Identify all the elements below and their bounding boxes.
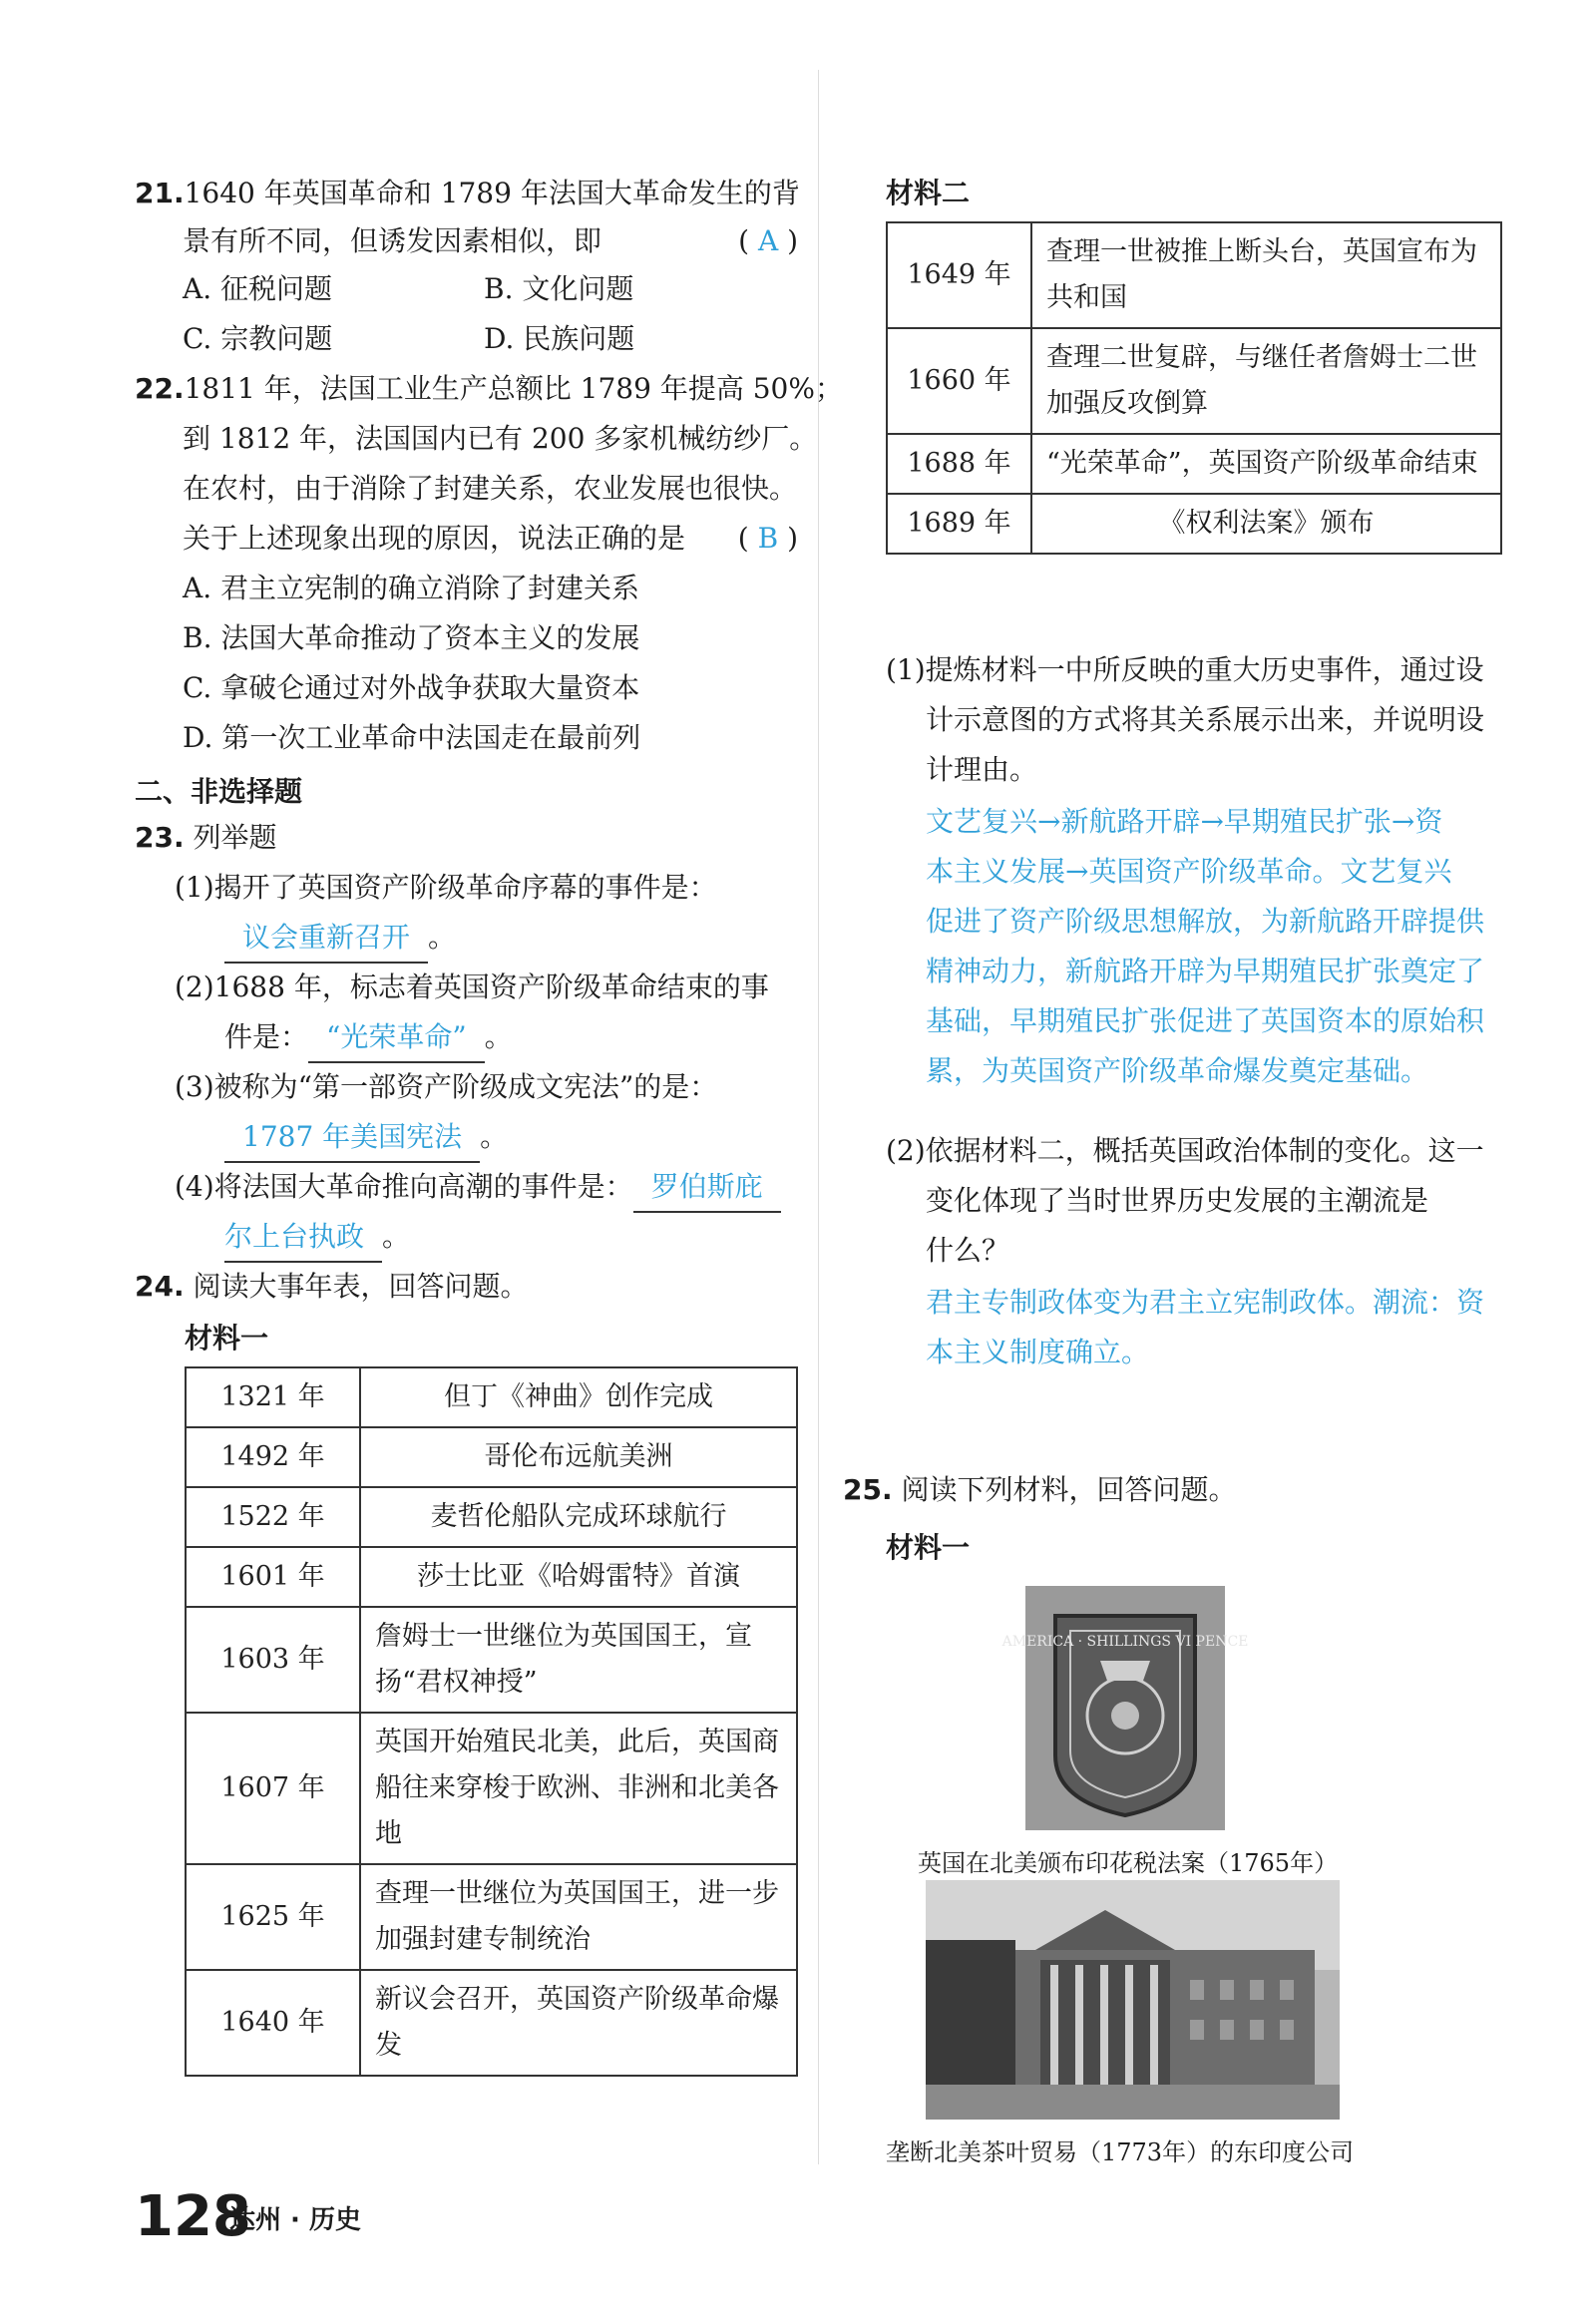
answer-line: 文艺复兴→新航路开辟→早期殖民扩张→资 bbox=[926, 805, 1443, 838]
table-row bbox=[887, 434, 1501, 494]
q24-material1-label: 材料一 bbox=[185, 1322, 269, 1355]
q23-answer2: 件是： “光荣革命” 。 bbox=[224, 1013, 513, 1063]
q23-answer4: 尔上台执政 。 bbox=[224, 1213, 410, 1263]
q22-option-b: B. 法国大革命推动了资本主义的发展 bbox=[183, 621, 640, 654]
year-cell: 1607 年 bbox=[186, 1713, 360, 1864]
event-cell: 詹姆士一世继位为英国国王，宣扬“君权神授” bbox=[360, 1607, 797, 1713]
event-cell: 但丁《神曲》创作完成 bbox=[360, 1367, 797, 1427]
table-row bbox=[887, 328, 1501, 434]
table-row bbox=[186, 1864, 797, 1970]
answer-line: 君主专制政体变为君主立宪制政体。潮流：资 bbox=[926, 1286, 1485, 1319]
event-cell: 英国开始殖民北美，此后，英国商船往来穿梭于欧洲、非洲和北美各地 bbox=[360, 1713, 797, 1864]
page-number: 128 bbox=[135, 2184, 251, 2249]
table-row bbox=[186, 1547, 797, 1607]
event-cell: 查理一世被推上断头台，英国宣布为共和国 bbox=[1031, 222, 1501, 328]
year-cell: 1601 年 bbox=[186, 1547, 360, 1607]
building-caption: 垄断北美茶叶贸易（1773年）的东印度公司 bbox=[886, 2138, 1355, 2166]
q24-sub2-line3: 什么？ bbox=[926, 1234, 1010, 1267]
table-row bbox=[186, 1713, 797, 1864]
q24-sub2-line2: 变化体现了当时世界历史发展的主潮流是 bbox=[926, 1184, 1429, 1217]
building-drawing bbox=[926, 1880, 1340, 2120]
table-row bbox=[186, 1607, 797, 1713]
q22-answer-bracket: ( B ) bbox=[737, 522, 798, 555]
event-cell: 查理二世复辟，与继任者詹姆士二世加强反攻倒算 bbox=[1031, 328, 1501, 434]
stamp-caption: 英国在北美颁布印花税法案（1765年） bbox=[918, 1849, 1339, 1877]
q22-option-c: C. 拿破仑通过对外战争获取大量资本 bbox=[183, 671, 640, 704]
event-cell: 麦哲伦船队完成环球航行 bbox=[360, 1487, 797, 1547]
footer-label: 达州 · 历史 bbox=[229, 2205, 361, 2235]
event-cell: 查理一世继位为英国国王，进一步加强封建专制统治 bbox=[360, 1864, 797, 1970]
q24-title: 24. 阅读大事年表，回答问题。 bbox=[135, 1270, 529, 1303]
q23-sub2: (2)1688 年，标志着英国资产阶级革命结束的事 bbox=[175, 970, 769, 1003]
q22-line3: 在农村，由于消除了封建关系，农业发展也很快。 bbox=[183, 472, 798, 505]
east-india-company-image bbox=[926, 1880, 1340, 2120]
answer-line: 精神动力，新航路开辟为早期殖民扩张奠定了 bbox=[926, 955, 1485, 987]
q24-sub1-line3: 计理由。 bbox=[926, 753, 1038, 786]
q21-option-a: A. 征税问题 bbox=[183, 272, 333, 305]
table-row bbox=[186, 1487, 797, 1547]
answer-line: 促进了资产阶级思想解放，为新航路开辟提供 bbox=[926, 905, 1485, 938]
event-cell: 哥伦布远航美洲 bbox=[360, 1427, 797, 1487]
event-cell: “光荣革命”，英国资产阶级革命结束 bbox=[1031, 434, 1501, 494]
q23-answer3: 1787 年美国宪法 。 bbox=[224, 1113, 508, 1163]
table-row bbox=[186, 1367, 797, 1427]
q24-sub1-line2: 计示意图的方式将其关系展示出来，并说明设 bbox=[926, 703, 1485, 736]
stamp-inscription: AMERICA · SHILLINGS VI PENCE bbox=[1001, 1634, 1249, 1650]
q23-answer1: 议会重新召开 。 bbox=[224, 914, 456, 964]
table-row bbox=[186, 1427, 797, 1487]
year-cell: 1689 年 bbox=[887, 494, 1031, 554]
event-cell: 《权利法案》颁布 bbox=[1031, 494, 1501, 554]
table-row bbox=[887, 222, 1501, 328]
q23-title: 23. 列举题 bbox=[135, 821, 277, 854]
year-cell: 1640 年 bbox=[186, 1970, 360, 2076]
event-cell: 莎士比亚《哈姆雷特》首演 bbox=[360, 1547, 797, 1607]
q21-answer-bracket: ( A ) bbox=[738, 224, 798, 257]
q24-sub1-line1: (1)提炼材料一中所反映的重大历史事件，通过设 bbox=[886, 653, 1484, 686]
section-heading: 二、非选择题 bbox=[135, 775, 303, 808]
year-cell: 1321 年 bbox=[186, 1367, 360, 1427]
q22-option-d: D. 第一次工业革命中法国走在最前列 bbox=[183, 721, 641, 754]
stamp-image bbox=[1001, 1586, 1249, 1830]
table-row bbox=[887, 494, 1501, 554]
q21-option-b: B. 文化问题 bbox=[484, 272, 634, 305]
q21-option-c: C. 宗教问题 bbox=[183, 322, 333, 355]
table-row bbox=[186, 1970, 797, 2076]
year-cell: 1625 年 bbox=[186, 1864, 360, 1970]
year-cell: 1603 年 bbox=[186, 1607, 360, 1713]
answer-line: 累，为英国资产阶级革命爆发奠定基础。 bbox=[926, 1054, 1429, 1087]
q24-sub2-line1: (2)依据材料二，概括英国政治体制的变化。这一 bbox=[886, 1134, 1484, 1167]
q22-option-a: A. 君主立宪制的确立消除了封建关系 bbox=[183, 572, 640, 604]
q23-sub4: (4)将法国大革命推向高潮的事件是： 罗伯斯庇 bbox=[175, 1163, 781, 1213]
answer-line: 本主义制度确立。 bbox=[926, 1336, 1150, 1368]
q23-sub3: (3)被称为“第一部资产阶级成文宪法”的是： bbox=[175, 1070, 718, 1103]
q24-material2-label: 材料二 bbox=[886, 177, 971, 209]
year-cell: 1649 年 bbox=[887, 222, 1031, 328]
q21-line1: 21.1640 年英国革命和 1789 年法国大革命发生的背 bbox=[135, 177, 800, 209]
q23-sub1: (1)揭开了英国资产阶级革命序幕的事件是： bbox=[175, 871, 717, 904]
q24-table2 bbox=[886, 221, 1502, 555]
year-cell: 1492 年 bbox=[186, 1427, 360, 1487]
year-cell: 1660 年 bbox=[887, 328, 1031, 434]
q22-line4: 关于上述现象出现的原因，说法正确的是 ( B ) bbox=[183, 515, 798, 563]
q21-line2: 景有所不同，但诱发因素相似，即 ( A ) bbox=[183, 217, 798, 265]
q24-table1 bbox=[185, 1366, 798, 2077]
q21-option-d: D. 民族问题 bbox=[484, 322, 635, 355]
year-cell: 1688 年 bbox=[887, 434, 1031, 494]
q22-line1: 22.1811 年，法国工业生产总额比 1789 年提高 50%； bbox=[135, 372, 843, 405]
q25-title: 25. 阅读下列材料，回答问题。 bbox=[843, 1473, 1237, 1506]
answer-line: 基础，早期殖民扩张促进了英国资本的原始积 bbox=[926, 1004, 1485, 1037]
q25-material1-label: 材料一 bbox=[886, 1531, 971, 1564]
event-cell: 新议会召开，英国资产阶级革命爆发 bbox=[360, 1970, 797, 2076]
answer-line: 本主义发展→英国资产阶级革命。文艺复兴 bbox=[926, 855, 1452, 888]
stamp-drawing bbox=[1001, 1586, 1249, 1830]
year-cell: 1522 年 bbox=[186, 1487, 360, 1547]
q22-line2: 到 1812 年，法国国内已有 200 多家机械纺纱厂。 bbox=[183, 422, 818, 455]
